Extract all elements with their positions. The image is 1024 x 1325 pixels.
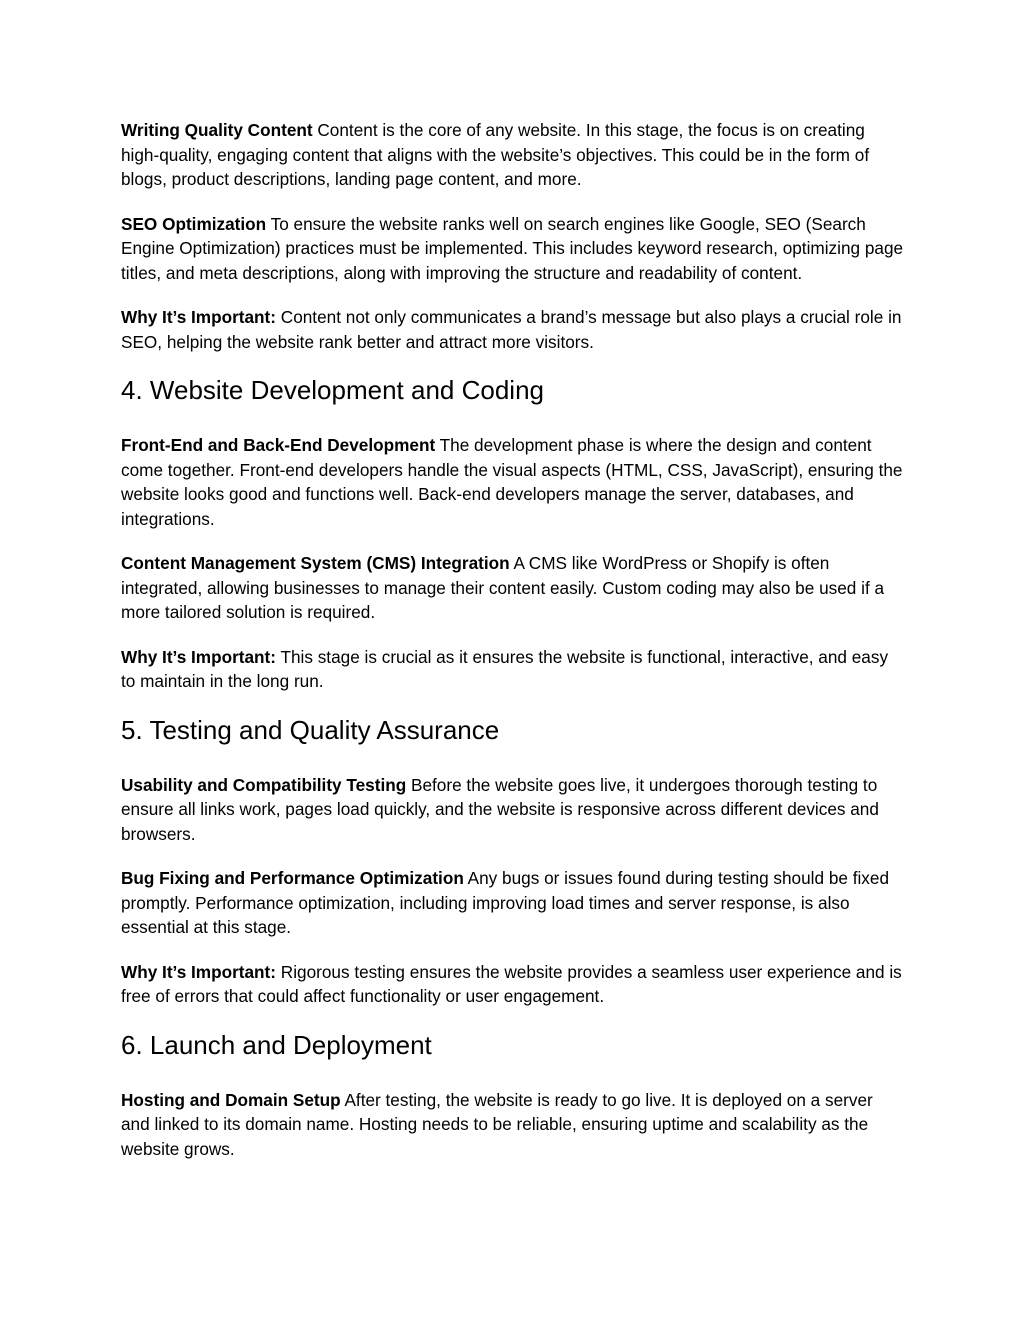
paragraph-text: Content is the core of any website. In this stage, the focus is on creating high-quality, engaging content that aligns with the website’s objectives. This could be in the form of blogs, product descriptions, landing page content, and more. xyxy=(121,120,870,189)
paragraph-lead: Writing Quality Content xyxy=(121,120,313,140)
paragraph-text: Content not only communicates a brand’s message but also plays a crucial role in SEO, helping the website rank better and attract more visitors. xyxy=(121,307,902,352)
paragraph-lead: Hosting and Domain Setup xyxy=(121,1089,341,1110)
paragraph-text: To ensure the website ranks well on search engines like Google, SEO (Search Engine Optimization) practices must be implemented. This includes keyword research, optimizing page titles, and meta descriptions, along with improving the structure and readability of content. xyxy=(121,213,904,283)
paragraph-lead: Bug Fixing and Performance Optimization xyxy=(121,868,464,888)
paragraph-lead: Content Management System (CMS) Integration xyxy=(121,553,510,573)
section-heading-testing: 5. Testing and Quality Assurance xyxy=(121,714,500,745)
paragraph-lead: Front-End and Back-End Development xyxy=(121,435,436,455)
paragraph-lead: Why It’s Important: xyxy=(121,646,276,667)
paragraph-why-important-development xyxy=(121,645,905,694)
paragraph-why-important-content xyxy=(121,305,905,354)
section-heading-launch: 6. Launch and Deployment xyxy=(121,1029,432,1060)
paragraph-text: After testing, the website is ready to go live. It is deployed on a server and linked to its domain name. Hosting needs to be reliable, ensuring uptime and scalability as the website grows. xyxy=(121,1089,873,1159)
paragraph-lead: SEO Optimization xyxy=(121,213,267,234)
paragraph-front-back-end xyxy=(121,433,905,531)
paragraph-text: Any bugs or issues found during testing should be fixed promptly. Performance optimization, including improving load times and server response, is also essential at this stage. xyxy=(121,868,890,937)
paragraph-text: Before the website goes live, it undergoes thorough testing to ensure all links work, pages load quickly, and the website is responsive across different devices and browsers. xyxy=(121,774,879,844)
paragraph-text: The development phase is where the design and content come together. Front-end developers handle the visual aspects (HTML, CSS, JavaScript), ensuring the website looks good and functions well. Back-end developers manage the server, databases, and integrations. xyxy=(121,435,903,529)
paragraph-lead: Usability and Compatibility Testing xyxy=(121,774,407,795)
paragraph-text: This stage is crucial as it ensures the website is functional, interactive, and easy to maintain in the long run. xyxy=(121,646,889,691)
paragraph-text: Rigorous testing ensures the website provides a seamless user experience and is free of errors that could affect functionality or user engagement. xyxy=(121,961,902,1006)
paragraph-hosting-domain xyxy=(121,1088,905,1162)
paragraph-why-important-testing xyxy=(121,960,905,1009)
paragraph-lead: Why It’s Important: xyxy=(121,307,276,327)
paragraph-text: A CMS like WordPress or Shopify is often integrated, allowing businesses to manage their content easily. Custom coding may also be used if a more tailored solution is required. xyxy=(121,553,885,622)
section-heading-development: 4. Website Development and Coding xyxy=(121,375,544,405)
paragraph-bug-fixing xyxy=(121,866,905,940)
document-page xyxy=(121,118,905,1181)
paragraph-usability-testing xyxy=(121,773,905,847)
paragraph-seo-optimization xyxy=(121,212,905,286)
paragraph-lead: Why It’s Important: xyxy=(121,961,276,982)
paragraph-cms-integration xyxy=(121,551,905,625)
paragraph-writing-quality-content xyxy=(121,118,905,192)
